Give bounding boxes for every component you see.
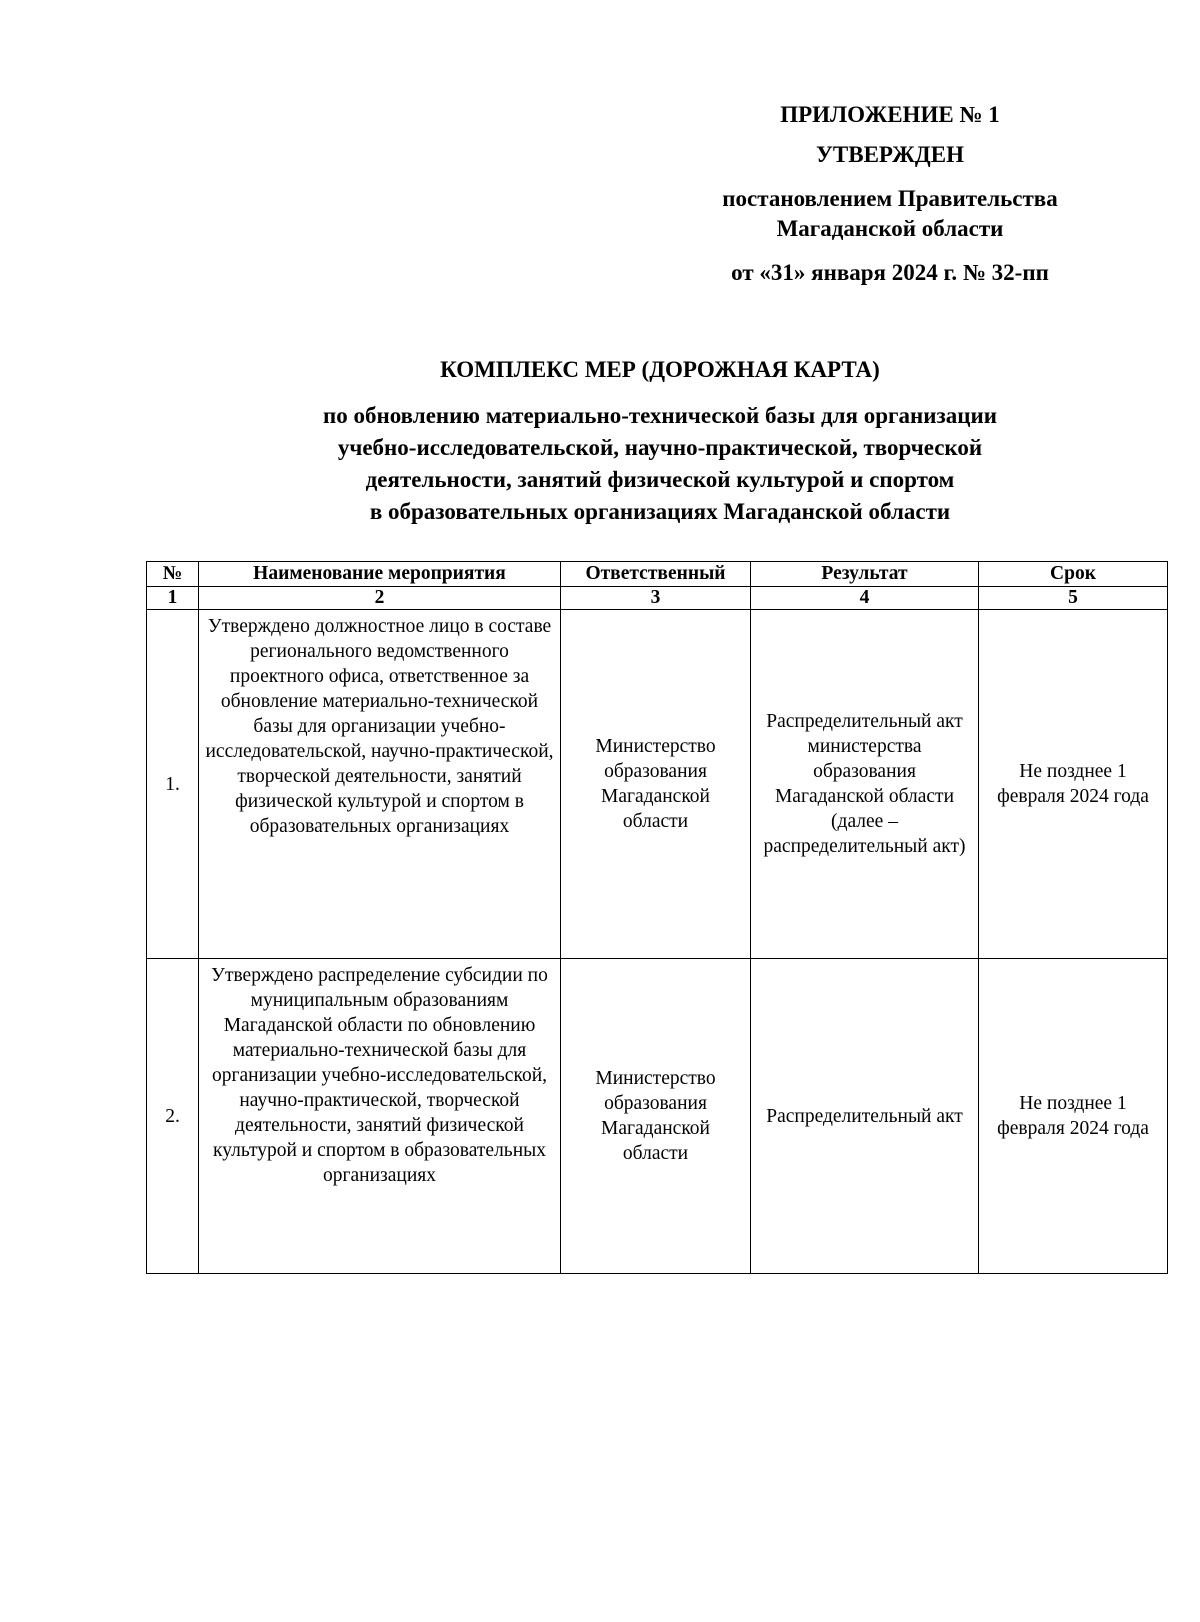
subtitle-line: деятельности, занятий физической культурой и спортом [365, 467, 955, 492]
activity-result: Распределительный акт министерства образования Магаданской области (далее – распределительный акт) [751, 610, 979, 959]
appendix-label: ПРИЛОЖЕНИЕ № 1 [780, 102, 1000, 127]
responsible-party: Министерство образования Магаданской области [561, 959, 751, 1274]
roadmap-table [146, 561, 1168, 1274]
activity-name: Утверждено распределение субсидии по муниципальным образованиям Магаданской области по обновлению материально-технической базы для организации учебно-исследовательской, научно-практической, творческой деятельности, занятий физической культурой и спортом в образовательных организациях [199, 959, 561, 1274]
row-number: 2. [147, 959, 199, 1274]
responsible-party: Министерство образования Магаданской области [561, 610, 751, 959]
row-number: 1. [147, 610, 199, 959]
header-responsible: Ответственный [561, 562, 751, 587]
resolution-line-2: Магаданской области [776, 216, 1004, 241]
document-subtitle [150, 400, 1170, 528]
header-number: № [147, 562, 199, 587]
activity-result: Распределительный акт [751, 959, 979, 1274]
resolution-line-1: постановлением Правительства [722, 186, 1058, 211]
table-row [147, 959, 1168, 1274]
column-number: 1 [147, 587, 199, 610]
column-number-row [147, 587, 1168, 610]
header-deadline: Срок [979, 562, 1168, 587]
column-number: 3 [561, 587, 751, 610]
activity-deadline: Не позднее 1 февраля 2024 года [979, 610, 1168, 959]
subtitle-line: учебно-исследовательской, научно-практической, творческой [337, 435, 983, 460]
header-result: Результат [751, 562, 979, 587]
document-title: КОМПЛЕКС МЕР (ДОРОЖНАЯ КАРТА) [440, 357, 880, 382]
approval-block [680, 100, 1100, 288]
document-title-block [150, 350, 1170, 528]
resolution-date-number: от «31» января 2024 г. № 32-пп [731, 260, 1049, 285]
approved-label: УТВЕРЖДЕН [816, 142, 964, 167]
column-number: 5 [979, 587, 1168, 610]
activity-deadline: Не позднее 1 февраля 2024 года [979, 959, 1168, 1274]
subtitle-line: по обновлению материально-технической базы для организации [323, 403, 997, 428]
table-row [147, 610, 1168, 959]
column-number: 4 [751, 587, 979, 610]
table-header-row [147, 562, 1168, 587]
header-activity-name: Наименование мероприятия [199, 562, 561, 587]
subtitle-line: в образовательных организациях Магаданской области [369, 499, 951, 524]
activity-name: Утверждено должностное лицо в составе регионального ведомственного проектного офиса, ответственное за обновление материально-технической базы для организации учебно-исследовательской, научно-практической, творческой деятельности, занятий физической культурой и спортом в образовательных организациях [199, 610, 561, 959]
column-number: 2 [199, 587, 561, 610]
